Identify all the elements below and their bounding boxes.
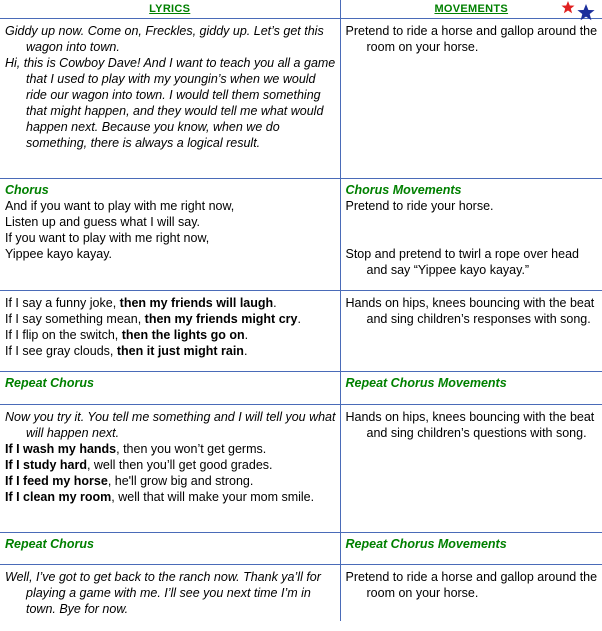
lyrics-cell (0, 372, 340, 405)
chorus-row (0, 179, 602, 291)
red-star-icon (562, 1, 575, 13)
repeat-chorus-movements-heading: Repeat Chorus Movements (345, 376, 507, 390)
lyric-line: If I feed my horse, he'll grow big and strong. (5, 474, 254, 488)
movement-cell (340, 405, 602, 533)
lyric-line: If I clean my room, well that will make your mom smile. (5, 490, 315, 504)
try-it-row (0, 405, 602, 533)
closing-row (0, 565, 602, 622)
movement-text: Stop and pretend to twirl a rope over head and say “Yippee kayo kayay.” (345, 247, 579, 277)
header-row (0, 0, 602, 19)
lyric-line: Giddy up now. Come on, Freckles, giddy up. Let’s get this wagon into town. (5, 24, 324, 54)
lyric-line: Listen up and guess what I will say. (5, 215, 201, 229)
lyric-line: If I wash my hands, then you won’t get germs. (5, 442, 267, 456)
lyrics-cell (0, 565, 340, 622)
lyrics-cell (0, 19, 340, 179)
repeat-chorus-movements-heading: Repeat Chorus Movements (345, 537, 507, 551)
movement-text: Pretend to ride a horse and gallop around the room on your horse. (345, 24, 598, 54)
lyrics-cell (0, 291, 340, 372)
lyrics-cell (0, 179, 340, 291)
lyrics-cell (0, 405, 340, 533)
repeat-chorus-heading: Repeat Chorus (5, 376, 94, 390)
lyric-line: Well, I’ve got to get back to the ranch now. Thank ya’ll for playing a game with me. I’ll see you next time I’m in town. Bye for now. (5, 570, 321, 616)
movement-cell (340, 565, 602, 622)
lyrics-cell (0, 533, 340, 565)
movement-cell (340, 372, 602, 405)
movement-text: Hands on hips, knees bouncing with the beat and sing children’s responses with song. (345, 296, 595, 326)
blue-star-icon (577, 4, 594, 20)
lyric-line: If I say a funny joke, then my friends will laugh. (5, 296, 277, 310)
movement-cell (340, 291, 602, 372)
chorus-heading: Chorus (5, 183, 49, 197)
lyric-line: If I flip on the switch, then the lights go on. (5, 328, 249, 342)
lyric-line: Yippee kayo kayay. (5, 247, 113, 261)
movement-cell (340, 19, 602, 179)
movement-cell (340, 533, 602, 565)
movement-text: Hands on hips, knees bouncing with the beat and sing children’s questions with song. (345, 410, 595, 440)
stars-decoration (554, 0, 602, 26)
lyrics-header: LYRICS (0, 0, 340, 19)
lyric-line: If I say something mean, then my friends might cry. (5, 312, 301, 326)
lyric-line: And if you want to play with me right now, (5, 199, 235, 213)
lyric-line: If I see gray clouds, then it just might rain. (5, 344, 248, 358)
intro-row (0, 19, 602, 179)
movements-header: MOVEMENTS (340, 0, 602, 19)
movement-text: Pretend to ride a horse and gallop around the room on your horse. (345, 570, 598, 600)
lyric-line: If you want to play with me right now, (5, 231, 210, 245)
repeat-chorus-heading: Repeat Chorus (5, 537, 94, 551)
movement-cell (340, 179, 602, 291)
lyric-line: Now you try it. You tell me something and I will tell you what will happen next. (5, 410, 336, 440)
movement-text: Pretend to ride your horse. (345, 199, 494, 213)
lyric-line: If I study hard, well then you’ll get good grades. (5, 458, 273, 472)
chorus-movements-heading: Chorus Movements (345, 183, 462, 197)
repeat-chorus-row (0, 372, 602, 405)
repeat-chorus-row (0, 533, 602, 565)
examples-row (0, 291, 602, 372)
lyric-line: Hi, this is Cowboy Dave! And I want to teach you all a game that I used to play with my youngin’s when we would ride our wagon into town. I would tell them something that might happen, and they would tell me what would happen next. Because you know, when we do something, there is always a logical result. (5, 56, 336, 150)
